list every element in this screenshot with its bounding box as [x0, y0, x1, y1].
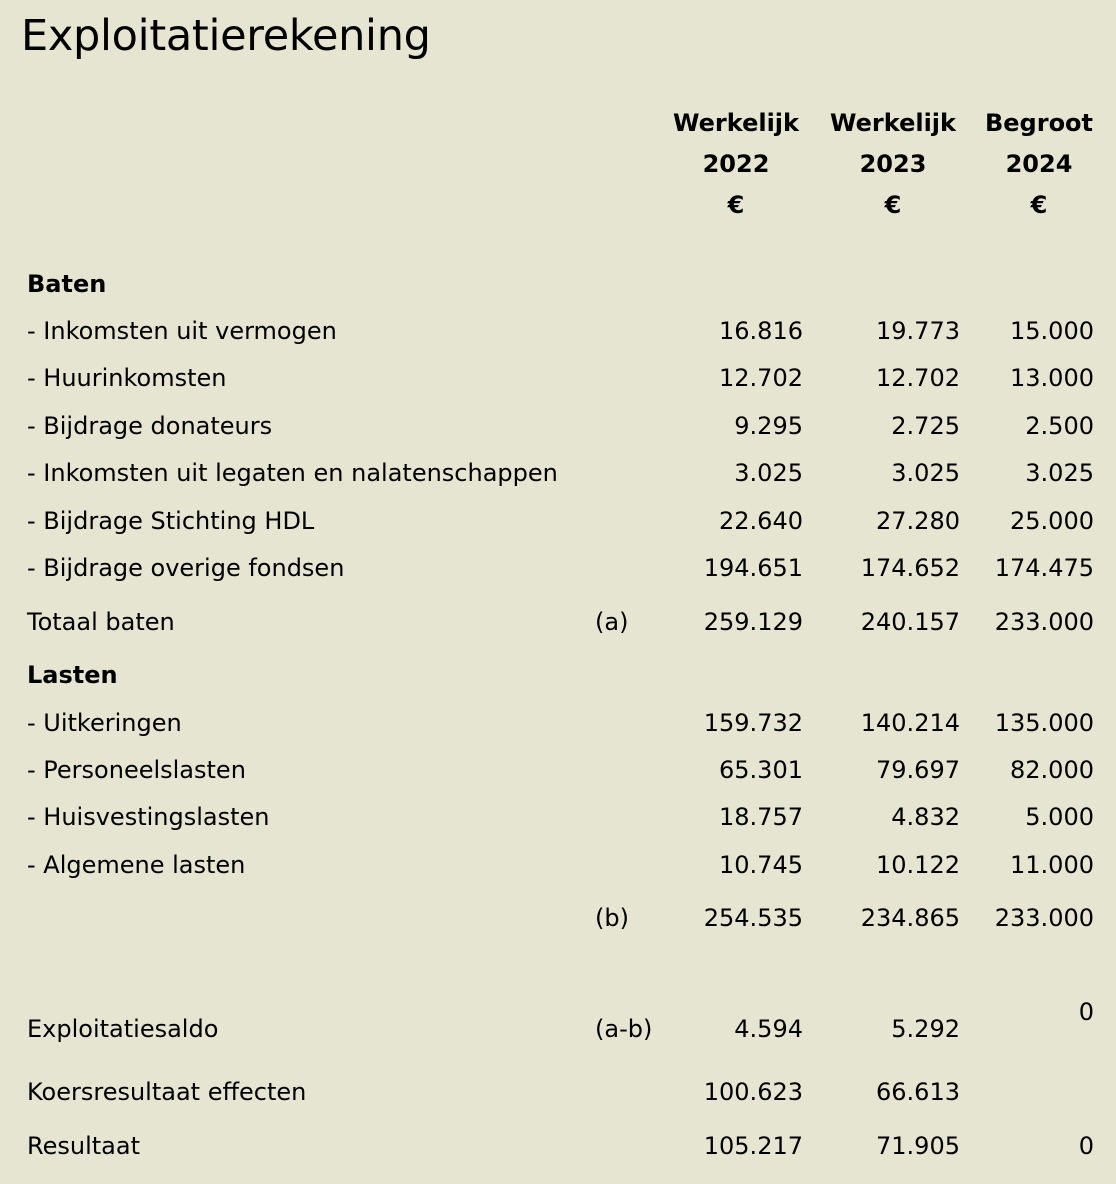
value-2022: 18.757 — [719, 803, 803, 831]
row-reference: (b) — [595, 904, 629, 932]
table-row — [0, 363, 1116, 393]
value-2023: 234.865 — [860, 904, 960, 932]
section-header-baten — [0, 269, 1116, 299]
value-2022: 65.301 — [719, 756, 803, 784]
row-label: Resultaat — [27, 1132, 140, 1160]
column-header-line1: Werkelijk — [673, 109, 799, 137]
table-row — [0, 411, 1116, 441]
value-2024: 11.000 — [1010, 851, 1094, 879]
row-label: Koersresultaat effecten — [27, 1078, 307, 1106]
value-2024: 13.000 — [1010, 364, 1094, 392]
column-header-line2: 2022 — [702, 150, 770, 178]
value-2022: 159.732 — [703, 709, 803, 737]
table-row — [0, 553, 1116, 583]
value-2022: 254.535 — [703, 904, 803, 932]
column-header-currency: € — [727, 191, 745, 219]
table-row — [0, 708, 1116, 738]
column-header-currency: € — [884, 191, 902, 219]
total-row-lasten — [0, 903, 1116, 933]
row-label: - Bijdrage donateurs — [27, 412, 273, 440]
value-2023: 27.280 — [876, 507, 960, 535]
value-2022: 9.295 — [734, 412, 803, 440]
row-label: - Bijdrage Stichting HDL — [27, 507, 315, 535]
value-2022: 100.623 — [703, 1078, 803, 1106]
row-label: - Personeelslasten — [27, 756, 246, 784]
value-2023: 2.725 — [891, 412, 960, 440]
page-title: Exploitatierekening — [21, 11, 431, 61]
value-2024: 0 — [1078, 1132, 1094, 1160]
table-row — [0, 755, 1116, 785]
column-header-line2: 2023 — [859, 150, 927, 178]
row-label: Lasten — [27, 661, 118, 689]
row-label: - Uitkeringen — [27, 709, 182, 737]
value-2024: 135.000 — [994, 709, 1094, 737]
value-2023: 3.025 — [891, 459, 960, 487]
value-2022: 4.594 — [734, 1015, 803, 1043]
value-2022: 16.816 — [719, 317, 803, 345]
row-label: - Inkomsten uit vermogen — [27, 317, 337, 345]
row-label: Totaal baten — [27, 608, 175, 636]
value-2024: 233.000 — [994, 904, 1094, 932]
value-2023: 5.292 — [891, 1015, 960, 1043]
column-header-2023 — [830, 109, 956, 219]
row-label: - Huisvestingslasten — [27, 803, 270, 831]
table-row — [0, 458, 1116, 488]
value-2024: 5.000 — [1025, 803, 1094, 831]
value-2023: 4.832 — [891, 803, 960, 831]
value-2022: 22.640 — [719, 507, 803, 535]
table-row — [0, 506, 1116, 536]
value-2022: 3.025 — [734, 459, 803, 487]
value-2022: 194.651 — [703, 554, 803, 582]
column-header-2022 — [673, 109, 799, 219]
total-row-baten — [0, 607, 1116, 637]
row-label: - Algemene lasten — [27, 851, 246, 879]
row-label: Baten — [27, 270, 107, 298]
value-2023: 19.773 — [876, 317, 960, 345]
value-2024: 233.000 — [994, 608, 1094, 636]
value-2022: 12.702 — [719, 364, 803, 392]
value-2022: 259.129 — [703, 608, 803, 636]
value-2023: 79.697 — [876, 756, 960, 784]
table-row — [0, 850, 1116, 880]
value-2024: 15.000 — [1010, 317, 1094, 345]
value-2023: 10.122 — [876, 851, 960, 879]
value-2023: 140.214 — [860, 709, 960, 737]
table-row — [0, 316, 1116, 346]
column-header-currency: € — [1030, 191, 1048, 219]
row-label: - Inkomsten uit legaten en nalatenschappen — [27, 459, 558, 487]
value-2024: 82.000 — [1010, 756, 1094, 784]
row-label: - Huurinkomsten — [27, 364, 227, 392]
column-header-2024 — [985, 109, 1093, 219]
row-label: Exploitatiesaldo — [27, 1015, 219, 1043]
resultaat-row — [0, 1131, 1116, 1161]
section-header-lasten — [0, 660, 1116, 690]
value-2024: 3.025 — [1025, 459, 1094, 487]
column-header-line1: Begroot — [984, 109, 1094, 137]
value-2024: 0 — [1078, 998, 1094, 1026]
value-2024: 174.475 — [994, 554, 1094, 582]
row-reference: (a) — [595, 608, 629, 636]
column-header-line1: Werkelijk — [830, 109, 956, 137]
row-reference: (a-b) — [595, 1015, 653, 1043]
table-row — [0, 802, 1116, 832]
column-header-line2: 2024 — [1005, 150, 1073, 178]
row-label: - Bijdrage overige fondsen — [27, 554, 345, 582]
value-2023: 71.905 — [876, 1132, 960, 1160]
value-2024: 2.500 — [1025, 412, 1094, 440]
value-2022: 105.217 — [703, 1132, 803, 1160]
exploitatiesaldo-row — [0, 998, 1116, 1044]
value-2023: 12.702 — [876, 364, 960, 392]
value-2023: 66.613 — [876, 1078, 960, 1106]
value-2023: 240.157 — [860, 608, 960, 636]
koersresultaat-row — [0, 1077, 1116, 1107]
value-2024: 25.000 — [1010, 507, 1094, 535]
value-2023: 174.652 — [860, 554, 960, 582]
value-2022: 10.745 — [719, 851, 803, 879]
